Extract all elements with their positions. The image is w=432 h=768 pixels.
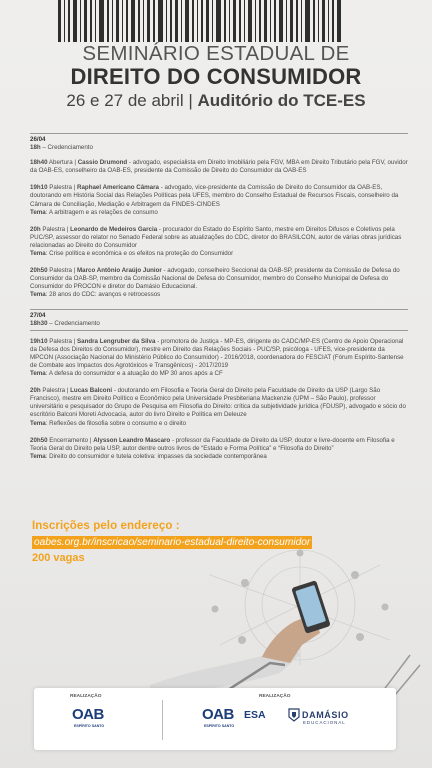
oab-es-logo <box>202 706 234 723</box>
barcode-bar <box>290 0 293 42</box>
program-item-text <box>30 184 408 208</box>
program <box>30 133 408 461</box>
damasio-logo: DAMÁSIO <box>302 710 349 720</box>
barcode-bar <box>131 0 135 42</box>
header-venue: Auditório do TCE-ES <box>197 91 366 110</box>
speaker-bio: - procurador do Estado do Espírito Santo, mestre em Direitos Difusos e Coletivos pela PUC/SP, assessor do relator no Senado Federal sobre as atualizações do CDC, diretor do BRASILCON, autor de várias obras jurídicas relacionadas ao Direito do Consumidor <box>30 225 402 249</box>
damasio-emblem-icon <box>288 708 300 722</box>
program-type: Palestra | <box>40 387 71 395</box>
speaker-name: Marco Antônio Araújo Junior <box>77 267 162 275</box>
program-theme <box>30 453 408 461</box>
program-type: Abertura | <box>47 159 78 167</box>
program-type: Palestra | <box>47 267 78 275</box>
barcode-bar <box>259 0 261 42</box>
barcode-bar <box>58 0 61 42</box>
barcode-bar <box>84 0 87 42</box>
barcode-bar <box>332 0 334 42</box>
barcode-bar <box>143 0 144 42</box>
esa-logo: ESA <box>244 709 266 721</box>
barcode-bar <box>90 0 92 42</box>
header-date-line <box>0 91 432 111</box>
registration-label: – Credenciamento <box>47 319 100 327</box>
program-type: Palestra | <box>47 337 78 345</box>
program-item <box>30 267 408 299</box>
barcode-bar <box>201 0 203 42</box>
program-item-text <box>30 338 408 370</box>
barcode-bar <box>216 0 221 42</box>
barcode-bar <box>170 0 172 42</box>
barcode-bar <box>206 0 209 42</box>
barcode-bar <box>99 0 104 42</box>
barcode-bar <box>80 0 81 42</box>
barcode-bar <box>239 0 241 42</box>
divider <box>30 309 408 310</box>
divider <box>162 700 163 740</box>
theme-label: Tema <box>30 250 46 258</box>
speaker-bio: - promotora de Justiça - MP-ES, dirigente do CADC/MP-ES (Centro de Apoio Operacional da Defesa dos Direitos do Consumidor), mestre em Direito das Relações Sociais - PUC/SP, psicóloga - UFES, vice-presidente da MPCON (Associação Nacional do Ministério Público do Consumidor) - 2016/2018, coordenadora do FESCIAT (Fórum Espírito-Santense de Combate aos Impactos dos Agrotóxicos e Transgênicos) - 2017/2019 <box>30 337 404 369</box>
program-theme <box>30 250 408 258</box>
speaker-bio: - doutorando em Filosofia e Teoria Geral do Direito pela Faculdade de Direito da USP (Largo São Francisco), mestre em Direito Político e Econômico pela Universidade Presbiteriana Mackenzie (UPM – São Paulo), professor universitário e pesquisador do Grupo de Pesquisa em Filosofia do Direito: crítica da subjetividade jurídica (FDUSP), advogado e sócio do escritório Balconi Moreti Advocacia, autor do livro Direito e Política em Deleuze <box>30 387 406 419</box>
barcode-bar <box>185 0 189 42</box>
registration-url-link[interactable]: oabes.org.br/inscricao/seminario-estadual-direito-consumidor <box>34 537 311 548</box>
barcode-bar <box>147 0 150 42</box>
header-dates: 26 e 27 de abril <box>66 91 184 110</box>
day-1-registration <box>30 144 408 152</box>
theme-text: : A arbitragem e as relações de consumo <box>45 208 158 216</box>
program-item <box>30 226 408 258</box>
theme-text: : Reflexões de filosofia sobre o consumo e o direito <box>45 419 187 427</box>
barcode-bar <box>337 0 341 42</box>
barcode-bar <box>328 0 329 42</box>
speaker-bio: - advogado, vice-presidente da Comissão de Direito do Consumidor da OAB-ES, doutorando em História Social das Relações Políticas pela UFES, membro do Conselho Estadual de Recursos Fiscais, conselheiro da Câmara de Conciliação, Mediação e Arbitragem da FINDES-CINDES <box>30 184 399 208</box>
barcode-bar <box>116 0 119 42</box>
speaker-bio: - advogado, especialista em Direito Imobiliário pela FGV, MBA em Direito Tributário pela FGV, ouvidor da OAB-ES, conselheiro da OAB-ES, presidente da Comissão de Direito do Consumidor da OAB-ES <box>30 159 408 175</box>
theme-text: : Crise política e econômica e os efeitos na proteção do Consumidor <box>45 250 234 258</box>
realizacao-label: REALIZAÇÃO <box>70 694 102 699</box>
barcode-bar <box>286 0 287 42</box>
barcode-bar <box>73 0 77 42</box>
program-theme <box>30 420 408 428</box>
barcode-graphic <box>58 0 374 42</box>
speaker-name: Sandra Lengruber da Silva <box>77 337 156 345</box>
program-time: 20h <box>30 225 41 233</box>
barcode-bar <box>229 0 230 42</box>
day-2-date: 27/04 <box>30 311 46 319</box>
program-item-text <box>30 267 408 291</box>
theme-label: Tema <box>30 419 46 427</box>
speaker-name: Alysson Leandro Mascaro <box>93 436 171 444</box>
barcode-bar <box>138 0 140 42</box>
day-1-date: 26/04 <box>30 136 46 143</box>
program-type: Encerramento | <box>47 436 94 444</box>
program-item-text <box>30 387 408 419</box>
barcode-bar <box>166 0 167 42</box>
theme-text: : Direito do consumidor e tutela coletiva: impasses da sociedade contemporânea <box>45 452 267 460</box>
barcode-bar <box>274 0 276 42</box>
program-type: Palestra | <box>40 225 71 233</box>
barcode-bar <box>318 0 319 42</box>
header-title: DIREITO DO CONSUMIDOR <box>70 64 362 89</box>
theme-text: : 28 anos do CDC: avanços e retrocessos <box>45 291 161 299</box>
theme-text: : A defesa do consumidor e a atuação do MP 30 anos após a CF <box>45 370 223 378</box>
registration-info <box>32 520 412 564</box>
barcode-bar <box>224 0 226 42</box>
program-item <box>30 184 408 216</box>
theme-label: Tema <box>30 291 46 299</box>
barcode-bar <box>126 0 128 42</box>
registration-label: Inscrições pelo endereço : <box>32 520 180 532</box>
divider <box>30 330 408 331</box>
program-time: 19h10 <box>30 337 48 345</box>
program-time: 20h50 <box>30 267 48 275</box>
theme-label: Tema <box>30 370 46 378</box>
barcode-bar <box>313 0 315 42</box>
barcode-bar <box>192 0 194 42</box>
registration-time: 18h30 <box>30 319 48 327</box>
speaker-name: Lucas Balconi <box>70 387 113 395</box>
barcode-bar <box>95 0 96 42</box>
program-time: 18h40 <box>30 159 48 167</box>
program-item <box>30 159 408 175</box>
oab-logo-subtitle: ESPÍRITO SANTO <box>74 724 105 728</box>
barcode-bar <box>301 0 302 42</box>
barcode-bar <box>197 0 198 42</box>
program-theme <box>30 370 408 378</box>
speaker-bio: - advogado, conselheiro Seccional da OAB-SP, presidente da Comissão de Defesa do Consumidor da OAB-SP, membro da Comissão Nacional de Defesa do Consumidor, membro do Conselho Municipal de Defesa do Consumidor do PROCON e diretor do Damásio Educacional. <box>30 267 400 291</box>
day-1-items <box>30 159 408 299</box>
vacancies-count: 200 vagas <box>32 552 85 564</box>
barcode-bar <box>68 0 70 42</box>
program-item <box>30 387 408 427</box>
barcode-bar <box>264 0 267 42</box>
barcode-bar <box>305 0 310 42</box>
barcode-bar <box>64 0 65 42</box>
barcode-bar <box>322 0 325 42</box>
speaker-name: Cassio Drumond <box>77 159 128 167</box>
day-2-registration <box>30 320 408 328</box>
program-type: Palestra | <box>47 184 78 192</box>
speaker-name: Raphael Americano Câmara <box>77 184 159 192</box>
program-time: 20h50 <box>30 436 48 444</box>
sponsors-footer <box>34 688 396 750</box>
barcode-bar <box>279 0 283 42</box>
program-item-text <box>30 437 408 453</box>
registration-time: 18h <box>30 144 41 152</box>
barcode-bar <box>212 0 213 42</box>
oab-logo-text: OAB <box>72 706 104 723</box>
program-theme <box>30 209 408 217</box>
program-item <box>30 437 408 461</box>
barcode-bar <box>248 0 252 42</box>
barcode-bar <box>255 0 256 42</box>
divider <box>30 133 408 134</box>
theme-label: Tema <box>30 208 46 216</box>
barcode-bar <box>175 0 178 42</box>
header-subtitle: SEMINÁRIO ESTADUAL DE <box>82 42 350 65</box>
barcode-bar <box>122 0 123 42</box>
barcode-bar <box>153 0 155 42</box>
barcode-bar <box>244 0 245 42</box>
barcode-bar <box>296 0 298 42</box>
program-item-text <box>30 159 408 175</box>
theme-label: Tema <box>30 452 46 460</box>
program-time: 20h <box>30 387 41 395</box>
damasio-logo-subtitle: EDUCACIONAL <box>303 720 346 725</box>
barcode-bar <box>233 0 236 42</box>
program-theme <box>30 291 408 299</box>
program-time: 19h10 <box>30 184 48 192</box>
barcode-bar <box>107 0 109 42</box>
speaker-name: Leonardo de Medeiros Garcia <box>70 225 158 233</box>
program-item-text <box>30 226 408 250</box>
hand-smartphone-illustration <box>150 545 432 695</box>
day-2-items <box>30 338 408 461</box>
barcode-bar <box>181 0 182 42</box>
barcode-bar <box>158 0 163 42</box>
header-separator: | <box>183 91 198 110</box>
barcode-bar <box>112 0 113 42</box>
registration-label: – Credenciamento <box>40 144 93 152</box>
speaker-bio: - professor da Faculdade de Direito da USP, doutor e livre-docente em Filosofia e Teoria Geral do Direito pela USP, autor dentre outros livros de “Estado e Forma Política” e “Filosofia do Direito” <box>30 436 395 452</box>
oab-logo-subtitle: ESPÍRITO SANTO <box>204 724 235 728</box>
oab-logo-text: OAB <box>202 706 234 723</box>
program-item <box>30 338 408 378</box>
oab-es-logo <box>72 706 104 723</box>
realizacao-label: REALIZAÇÃO <box>259 694 291 699</box>
barcode-bar <box>270 0 271 42</box>
